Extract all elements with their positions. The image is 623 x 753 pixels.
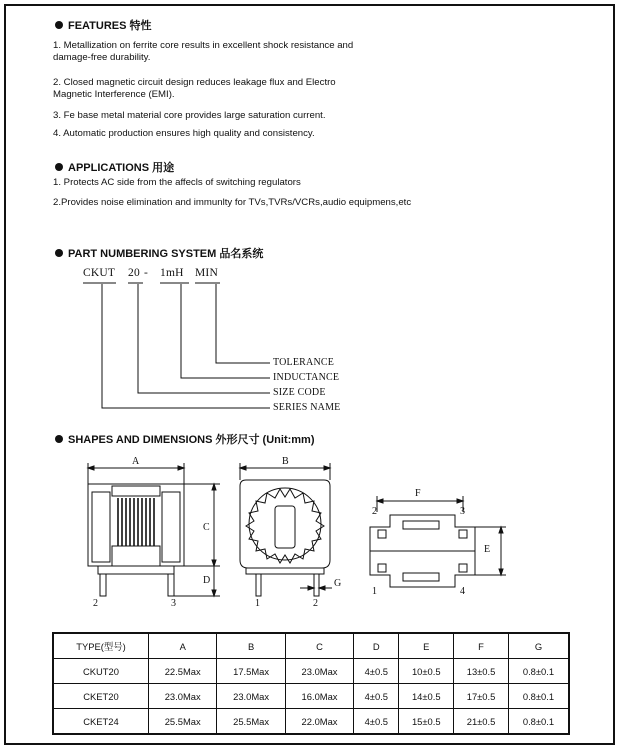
table-header: E xyxy=(399,633,454,659)
label-inductance: INDUCTANCE xyxy=(273,372,340,383)
table-cell: 14±0.5 xyxy=(399,684,454,709)
table-cell: 23.0Max xyxy=(285,659,353,684)
feature-line-6: 4. Automatic production ensures high quality and consistency. xyxy=(53,128,315,139)
label-tolerance: TOLERANCE xyxy=(273,357,335,368)
table-header: A xyxy=(149,633,217,659)
spec-table xyxy=(52,632,570,735)
pin-label-front-2: 2 xyxy=(93,598,98,609)
table-cell: 4±0.5 xyxy=(354,709,399,735)
dim-b: B xyxy=(282,456,289,467)
application-line-2: 2.Provides noise elimination and immunlty for TVs,TVRs/VCRs,audio equipmens,etc xyxy=(53,197,412,208)
feature-line-5: 3. Fe base metal material core provides large saturation current. xyxy=(53,110,326,121)
dim-f: F xyxy=(415,488,421,499)
table-cell: 13±0.5 xyxy=(454,659,509,684)
dim-e: E xyxy=(484,544,491,555)
table-cell: 4±0.5 xyxy=(354,684,399,709)
table-cell: 16.0Max xyxy=(285,684,353,709)
table-cell: CKET20 xyxy=(53,684,149,709)
table-cell: CKUT20 xyxy=(53,659,149,684)
table-cell: 23.0Max xyxy=(149,684,217,709)
label-series-name: SERIES NAME xyxy=(273,402,341,413)
code-series: CKUT xyxy=(83,267,116,279)
table-row xyxy=(53,709,569,735)
applications-heading: APPLICATIONS 用途 xyxy=(55,159,174,175)
pin-label-side-2: 2 xyxy=(313,598,318,609)
table-cell: 0.8±0.1 xyxy=(508,709,569,735)
table-header: B xyxy=(217,633,285,659)
part-numbering-heading: PART NUMBERING SYSTEM 品名系统 xyxy=(55,245,263,261)
table-cell: CKET24 xyxy=(53,709,149,735)
table-cell: 22.0Max xyxy=(285,709,353,735)
code-inductance: 1mH xyxy=(160,267,184,279)
table-header: G xyxy=(508,633,569,659)
table-header: D xyxy=(354,633,399,659)
feature-line-4: Magnetic Interference (EMI). xyxy=(53,89,175,100)
table-cell: 25.5Max xyxy=(217,709,285,735)
dim-g: G xyxy=(334,578,342,589)
pin-label-fp-3: 3 xyxy=(460,506,465,517)
table-cell: 15±0.5 xyxy=(399,709,454,735)
table-cell: 0.8±0.1 xyxy=(508,684,569,709)
application-line-1: 1. Protects AC side from the affecls of switching regulators xyxy=(53,177,301,188)
pin-label-fp-2: 2 xyxy=(372,506,377,517)
label-size-code: SIZE CODE xyxy=(273,387,326,398)
table-cell: 0.8±0.1 xyxy=(508,659,569,684)
table-header: C xyxy=(285,633,353,659)
table-header: TYPE(型号) xyxy=(53,633,149,659)
pin-label-fp-4: 4 xyxy=(460,586,465,597)
table-cell: 10±0.5 xyxy=(399,659,454,684)
table-cell: 25.5Max xyxy=(149,709,217,735)
table-row xyxy=(53,684,569,709)
feature-line-1: 1. Metallization on ferrite core results in excellent shock resistance and xyxy=(53,40,354,51)
table-cell: 22.5Max xyxy=(149,659,217,684)
table-row xyxy=(53,659,569,684)
table-cell: 4±0.5 xyxy=(354,659,399,684)
table-header-row xyxy=(53,633,569,659)
pin-label-fp-1: 1 xyxy=(372,586,377,597)
pin-label-side-1: 1 xyxy=(255,598,260,609)
feature-line-3: 2. Closed magnetic circuit design reduces leakage flux and Electro xyxy=(53,77,336,88)
table-cell: 17.5Max xyxy=(217,659,285,684)
feature-line-2: damage-free durability. xyxy=(53,52,151,63)
dim-d: D xyxy=(203,575,211,586)
table-cell: 21±0.5 xyxy=(454,709,509,735)
table-cell: 23.0Max xyxy=(217,684,285,709)
features-heading: FEATURES 特性 xyxy=(55,17,152,33)
table-cell: 17±0.5 xyxy=(454,684,509,709)
table-header: F xyxy=(454,633,509,659)
code-tolerance: MIN xyxy=(195,267,218,279)
code-dash: - xyxy=(144,267,149,279)
pin-label-front-3: 3 xyxy=(171,598,176,609)
dim-a: A xyxy=(132,456,140,467)
code-size: 20 xyxy=(128,267,140,279)
dim-c: C xyxy=(203,522,210,533)
shapes-heading: SHAPES AND DIMENSIONS 外形尺寸 (Unit:mm) xyxy=(55,431,315,447)
